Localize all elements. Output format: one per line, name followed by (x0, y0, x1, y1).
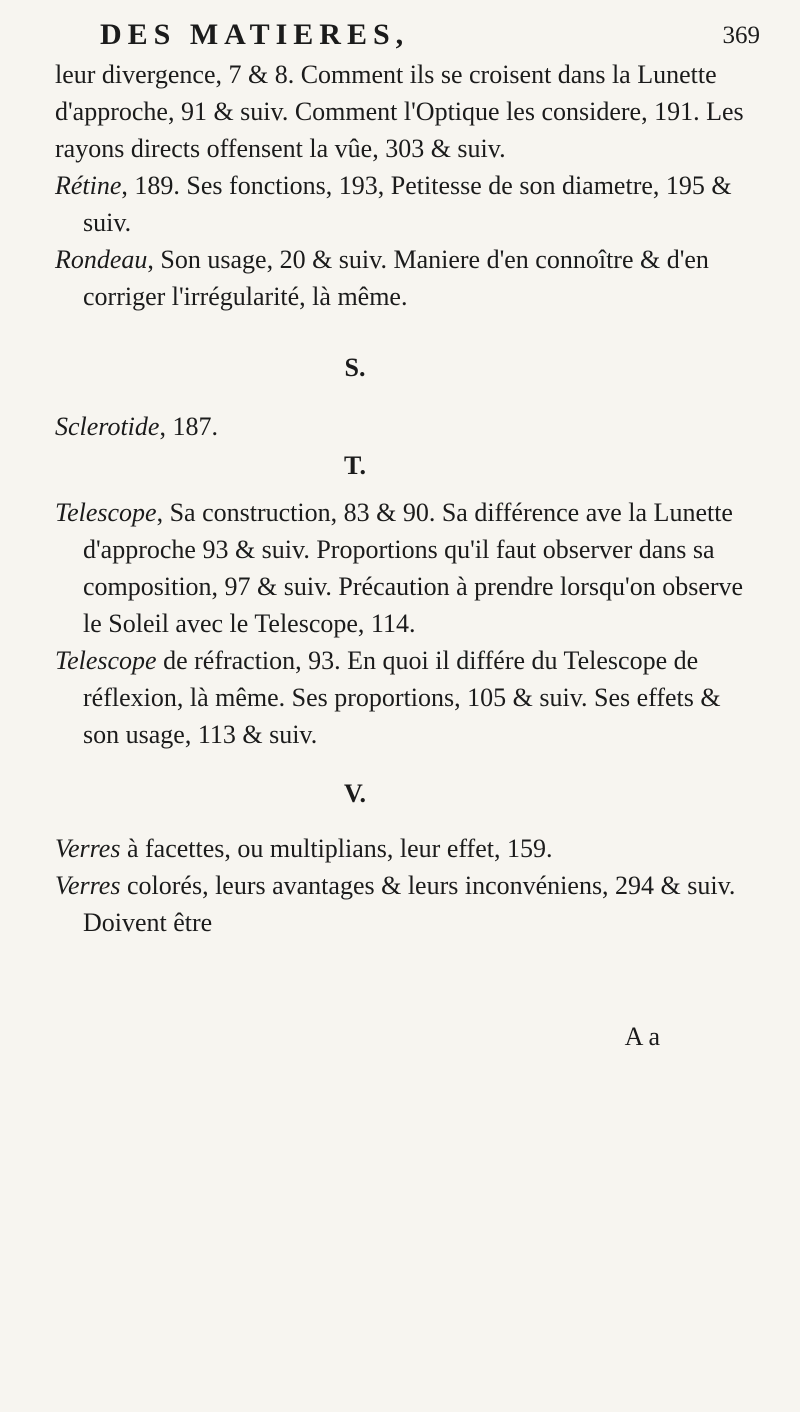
section-letter-t: T. (344, 451, 366, 480)
index-entry (55, 867, 755, 941)
entry-term: Verres (55, 834, 121, 863)
index-entry (55, 642, 755, 753)
entry-term: Verres (55, 871, 121, 900)
section-letter-s: S. (344, 353, 366, 382)
entry-term: Rétine (55, 171, 122, 200)
entry-text: à facettes, ou multiplians, leur effet, 159. (120, 834, 553, 863)
entry-text: colorés, leurs avantages & leurs inconvéniens, 294 & suiv. Doivent être (83, 871, 736, 937)
entry-text: , Son usage, 20 & suiv. Maniere d'en connoître & d'en corriger l'irrégularité, là même. (83, 245, 709, 311)
index-entry (55, 167, 755, 241)
index-entry (55, 408, 755, 445)
entry-text: leur divergence, 7 & 8. Comment ils se croisent dans la Lunette d'approche, 91 & suiv. Comment l'Optique les considere, 191. Les rayons directs offensent la vûe, 303 & suiv. (55, 60, 744, 163)
index-entry (55, 56, 755, 167)
index-entry (55, 241, 755, 315)
section-letter-v: V. (344, 779, 366, 808)
catchword: A a (624, 1022, 660, 1051)
entry-term: Telescope (55, 498, 157, 527)
entry-text: de réfraction, 93. En quoi il différe du Telescope de réflexion, là même. Ses proportions, 105 & suiv. Ses effets & son usage, 113 & suiv. (83, 646, 721, 749)
entry-term: Rondeau (55, 245, 148, 274)
index-entry (55, 830, 755, 867)
entry-term: Sclerotide (55, 412, 160, 441)
running-title: DES MATIERES, (100, 18, 410, 51)
entry-term: Telescope (55, 646, 157, 675)
index-entry (55, 494, 755, 642)
running-header (100, 18, 760, 58)
page-number: 369 (722, 22, 760, 49)
index-content (55, 56, 755, 941)
entry-text: , Sa construction, 83 & 90. Sa différence ave la Lunette d'approche 93 & suiv. Proportions qu'il faut observer dans sa composition, 97 & suiv. Précaution à prendre lorsqu'on observe le Soleil avec le Telescope, 114. (83, 498, 744, 638)
entry-text: , 189. Ses fonctions, 193, Petitesse de son diametre, 195 & suiv. (83, 171, 732, 237)
entry-text: , 187. (159, 412, 218, 441)
